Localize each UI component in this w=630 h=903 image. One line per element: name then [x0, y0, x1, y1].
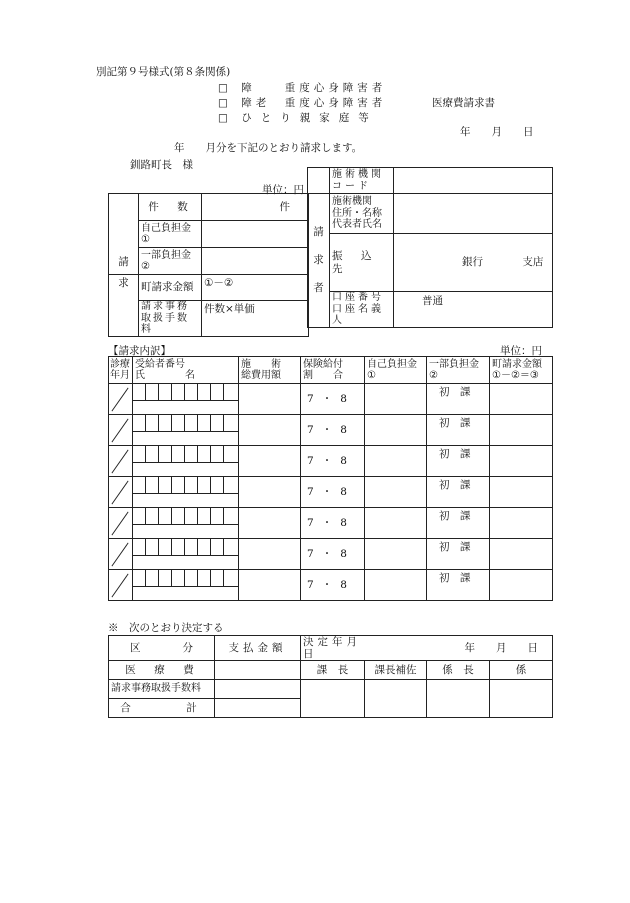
ratio-a: 7 [307, 454, 314, 467]
treatment-month-cell[interactable] [109, 508, 133, 539]
table-row [109, 508, 553, 539]
form-number: 別記第９号様式(第８条関係) [96, 66, 231, 78]
checkbox-icon[interactable]: □ [218, 112, 228, 124]
ratio-a: 7 [307, 547, 314, 560]
visit-code: 初 課 [439, 386, 471, 398]
blank-cell [308, 168, 330, 194]
total-cost-cell[interactable] [239, 508, 301, 539]
checkbox-label: 障老 重度心身障害者 [241, 97, 387, 109]
treatment-month-cell[interactable] [109, 415, 133, 446]
self-pay-cell[interactable] [365, 539, 427, 570]
ratio-dot: ・ [321, 578, 333, 591]
recipient-cell[interactable] [133, 415, 239, 446]
header-cell: 保険給付 割 合 [301, 357, 365, 384]
checkbox-row-2[interactable] [218, 95, 386, 110]
recipient-cell[interactable] [133, 539, 239, 570]
table-row [109, 539, 553, 570]
ratio-a: 7 [307, 516, 314, 529]
total-cost-cell[interactable] [239, 415, 301, 446]
medical-amount-field[interactable] [215, 661, 301, 680]
requester-table [307, 167, 553, 328]
decision-date-field[interactable]: 年 月 日 [365, 636, 553, 661]
document-title: 医療費請求書 [432, 97, 495, 109]
fee-amount-field[interactable] [215, 680, 301, 699]
town-claim-cell[interactable] [490, 477, 553, 508]
total-cost-cell[interactable] [239, 446, 301, 477]
total-cost-cell[interactable] [239, 477, 301, 508]
visit-code: 初 課 [439, 448, 471, 460]
account-field[interactable]: 普通 [394, 292, 553, 328]
insurance-ratio-cell[interactable] [301, 508, 365, 539]
stamp-cell[interactable] [365, 680, 427, 718]
stamp-cell[interactable] [301, 680, 365, 718]
ratio-dot: ・ [321, 454, 333, 467]
approver-label: 係 長 [427, 661, 490, 680]
header-cell: 自己負担金 ① [365, 357, 427, 384]
diagonal-slash-icon [109, 477, 132, 507]
self-pay-cell[interactable] [365, 570, 427, 601]
row-label: 件 数 [139, 194, 202, 221]
header-kubun: 区 分 [109, 636, 215, 661]
side-label: 請 [109, 194, 139, 275]
partial-pay-cell[interactable] [427, 539, 490, 570]
unit-label: 単位：円 [262, 184, 304, 196]
treatment-month-cell[interactable] [109, 384, 133, 415]
institution-code-field[interactable] [394, 168, 553, 194]
row-label-fee: 請求事務取扱手数料 [109, 680, 215, 699]
town-claim-cell[interactable] [490, 415, 553, 446]
row-label: 町請求金額 [139, 275, 202, 301]
town-claim-cell[interactable] [490, 384, 553, 415]
fee-field[interactable]: 件数×単価 [202, 301, 309, 337]
detail-unit: 単位：円 [500, 345, 542, 357]
row-label-medical: 医 療 費 [109, 661, 215, 680]
stamp-cell[interactable] [490, 680, 553, 718]
approver-label: 係 [490, 661, 553, 680]
insurance-ratio-cell[interactable] [301, 477, 365, 508]
row-label-total: 合 計 [109, 699, 215, 718]
total-cost-cell[interactable] [239, 539, 301, 570]
header-payment: 支払金額 [215, 636, 301, 661]
diagonal-slash-icon [109, 539, 132, 569]
ratio-b: 8 [340, 485, 347, 498]
insurance-ratio-cell[interactable] [301, 384, 365, 415]
ratio-dot: ・ [321, 516, 333, 529]
ratio-b: 8 [340, 423, 347, 436]
request-summary-table [108, 193, 309, 337]
checkbox-icon[interactable]: □ [218, 97, 228, 109]
header-cell: 診療 年月 [109, 357, 133, 384]
checkbox-row-3[interactable] [218, 110, 378, 125]
self-pay-field[interactable] [202, 221, 309, 248]
stamp-cell[interactable] [427, 680, 490, 718]
decision-heading: ※ 次のとおり決定する [108, 622, 224, 634]
recipient-number-boxes[interactable] [133, 570, 238, 587]
treatment-month-cell[interactable] [109, 570, 133, 601]
ratio-dot: ・ [321, 485, 333, 498]
treatment-month-cell[interactable] [109, 446, 133, 477]
insurance-ratio-cell[interactable] [301, 570, 365, 601]
approver-label: 課 長 [301, 661, 365, 680]
side-label: 求 [109, 275, 139, 337]
ratio-dot: ・ [321, 392, 333, 405]
total-cost-cell[interactable] [239, 570, 301, 601]
diagonal-slash-icon [109, 384, 132, 414]
decision-table [108, 635, 553, 718]
row-label: 施術機関 住所・名称 代表者氏名 [330, 194, 394, 234]
treatment-month-cell[interactable] [109, 539, 133, 570]
self-pay-cell[interactable] [365, 477, 427, 508]
header-cell: 受給者番号 氏 名 [133, 357, 239, 384]
partial-pay-cell[interactable] [427, 570, 490, 601]
checkbox-label: 障 重度心身障害者 [241, 82, 387, 94]
total-amount-field[interactable] [215, 699, 301, 718]
total-cost-cell[interactable] [239, 384, 301, 415]
side-char: 求 [313, 254, 324, 267]
recipient-number-boxes[interactable] [133, 508, 238, 525]
side-char: 者 [313, 282, 324, 295]
partial-pay-cell[interactable] [427, 508, 490, 539]
visit-code: 初 課 [439, 479, 471, 491]
self-pay-cell[interactable] [365, 384, 427, 415]
ratio-dot: ・ [321, 423, 333, 436]
recipient-number-boxes[interactable] [133, 539, 238, 556]
table-row [109, 384, 553, 415]
insurance-ratio-cell[interactable] [301, 539, 365, 570]
side-label-requester [308, 194, 330, 328]
ratio-b: 8 [340, 547, 347, 560]
branch-label: 支店 [522, 256, 544, 269]
recipient-number-boxes[interactable] [133, 415, 238, 432]
ratio-a: 7 [307, 392, 314, 405]
checkbox-label: ひとり親家庭等 [241, 112, 378, 124]
town-claim-field[interactable]: ①－② [202, 275, 309, 301]
checkbox-icon[interactable]: □ [218, 82, 228, 94]
recipient-cell[interactable] [133, 477, 239, 508]
diagonal-slash-icon [109, 446, 132, 476]
partial-pay-cell[interactable] [427, 477, 490, 508]
recipient-number-boxes[interactable] [133, 477, 238, 494]
recipient-cell[interactable] [133, 446, 239, 477]
count-field[interactable]: 件 [202, 194, 309, 221]
recipient-cell[interactable] [133, 384, 239, 415]
ratio-b: 8 [340, 454, 347, 467]
diagonal-slash-icon [109, 508, 132, 538]
self-pay-cell[interactable] [365, 415, 427, 446]
row-label: 施術機関 コード [330, 168, 394, 194]
town-claim-cell[interactable] [490, 446, 553, 477]
partial-pay-cell[interactable] [427, 384, 490, 415]
approver-label: 課長補佐 [365, 661, 427, 680]
institution-info-field[interactable] [394, 194, 553, 234]
recipient-number-boxes[interactable] [133, 446, 238, 463]
row-label: 口座番号 口座名義人 [330, 292, 394, 328]
checkbox-row-1[interactable] [218, 80, 386, 95]
self-pay-cell[interactable] [365, 446, 427, 477]
visit-code: 初 課 [439, 417, 471, 429]
row-label: 一部負担金 ② [139, 248, 202, 275]
request-sentence: 年 月分を下記のとおり請求します。 [174, 142, 363, 154]
detail-table [108, 356, 553, 601]
insurance-ratio-cell[interactable] [301, 415, 365, 446]
addressee: 釧路町長 様 [130, 159, 193, 171]
side-char: 請 [313, 226, 324, 239]
diagonal-slash-icon [109, 415, 132, 445]
visit-code: 初 課 [439, 510, 471, 522]
header-cell: 施 術 総費用額 [239, 357, 301, 384]
header-decision-date: 決定年月日 [301, 636, 365, 661]
ratio-b: 8 [340, 516, 347, 529]
row-label: 振 込 先 [330, 234, 394, 292]
header-cell: 一部負担金 ② [427, 357, 490, 384]
header-cell: 町請求金額 ①－②＝③ [490, 357, 553, 384]
town-claim-cell[interactable] [490, 570, 553, 601]
town-claim-cell[interactable] [490, 508, 553, 539]
recipient-number-boxes[interactable] [133, 384, 238, 401]
ratio-b: 8 [340, 392, 347, 405]
recipient-cell[interactable] [133, 508, 239, 539]
insurance-ratio-cell[interactable] [301, 446, 365, 477]
recipient-cell[interactable] [133, 570, 239, 601]
bank-label: 銀行 [462, 256, 483, 269]
visit-code: 初 課 [439, 572, 471, 584]
ratio-a: 7 [307, 485, 314, 498]
ratio-b: 8 [340, 578, 347, 591]
town-claim-cell[interactable] [490, 539, 553, 570]
ratio-dot: ・ [321, 547, 333, 560]
visit-code: 初 課 [439, 541, 471, 553]
table-row [109, 446, 553, 477]
bank-field[interactable] [394, 234, 553, 292]
row-label: 請求事務 取扱手数料 [139, 301, 202, 337]
table-row [109, 415, 553, 446]
partial-pay-field[interactable] [202, 248, 309, 275]
issue-date: 年 月 日 [460, 126, 534, 138]
detail-heading: 【請求内訳】 [108, 345, 171, 357]
ratio-a: 7 [307, 423, 314, 436]
treatment-month-cell[interactable] [109, 477, 133, 508]
table-row [109, 570, 553, 601]
ratio-a: 7 [307, 578, 314, 591]
partial-pay-cell[interactable] [427, 446, 490, 477]
table-row [109, 477, 553, 508]
diagonal-slash-icon [109, 570, 132, 600]
self-pay-cell[interactable] [365, 508, 427, 539]
row-label: 自己負担金 ① [139, 221, 202, 248]
partial-pay-cell[interactable] [427, 415, 490, 446]
